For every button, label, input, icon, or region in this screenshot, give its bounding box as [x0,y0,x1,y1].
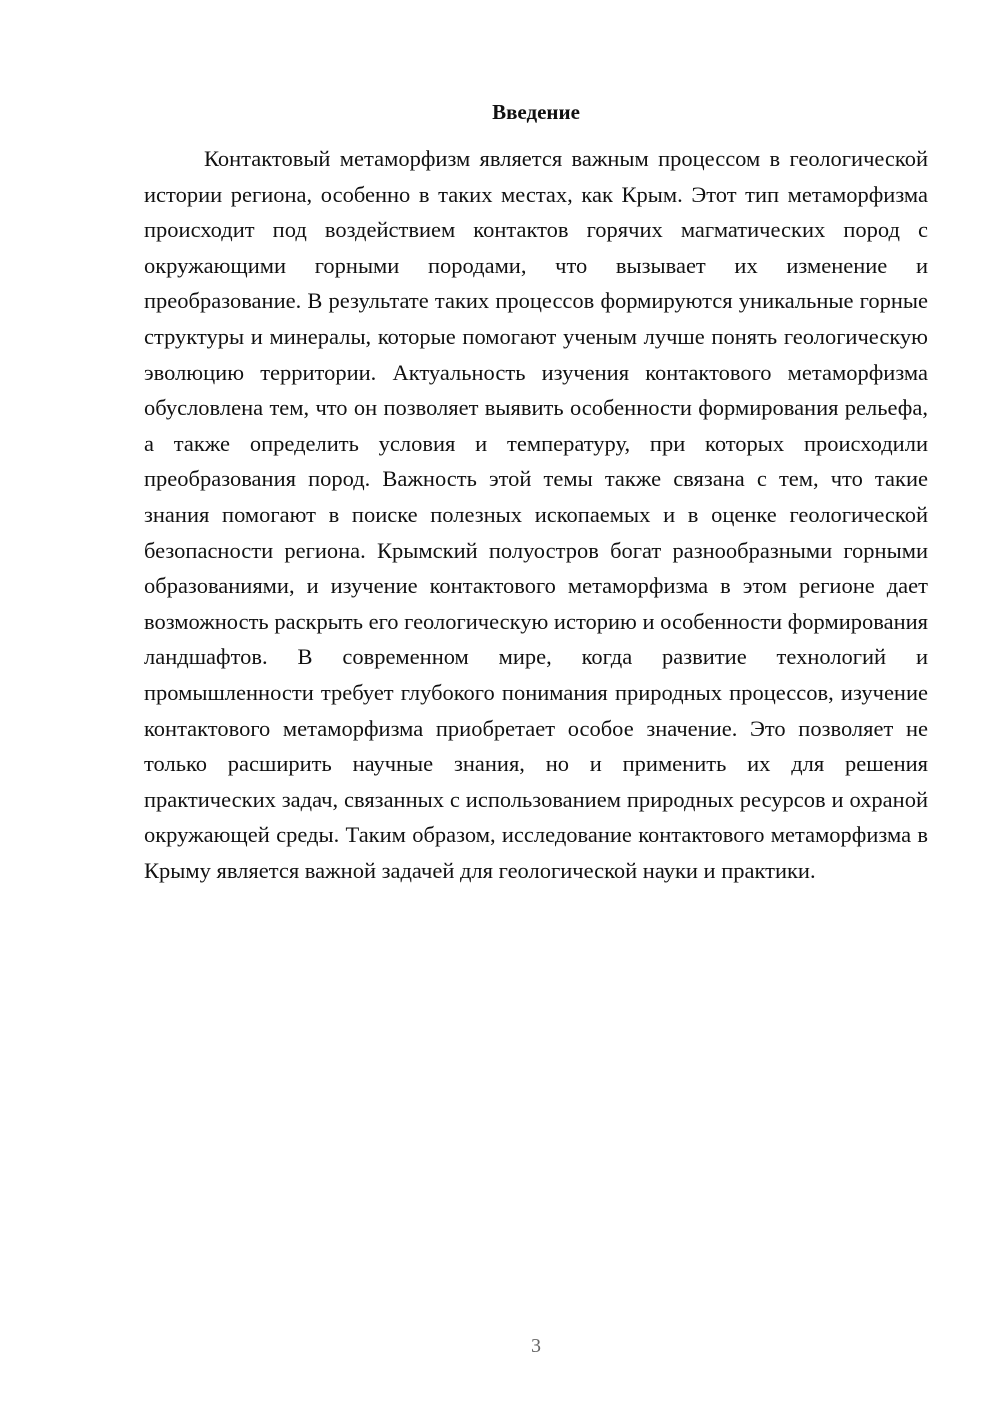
section-title: Введение [492,100,580,124]
body-paragraph: Контактовый метаморфизм является важным процессом в геологической истории региона, особенно в таких местах, как Крым. Этот тип метаморфизма происходит под воздействием контактов горячих магматических пород с окружающими горными породами, что вызывает их изменение и преобразование. В результате таких процессов формируются уникальные горные структуры и минералы, которые помогают ученым лучше понять геологическую эволюцию территории. Актуальность изучения контактового метаморфизма обусловлена тем, что он позволяет выявить особенности формирования рельефа, а также определить условия и температуру, при которых происходили преобразования пород. Важность этой темы также связана с тем, что такие знания помогают в поиске полезных ископаемых и в оценке геологической безопасности региона. Крымский полуостров богат разнообразными горными образованиями, и изучение контактового метаморфизма в этом регионе дает возможность раскрыть его геологическую историю и особенности формирования ландшафтов. В современном мире, когда развитие технологий и промышленности требует глубокого понимания природных процессов, изучение контактового метаморфизма приобретает особое значение. Это позволяет не только расширить научные знания, но и применить их для решения практических задач, связанных с использованием природных ресурсов и охраной окружающей среды. Таким образом, исследование контактового метаморфизма в Крыму является важной задачей для геологической науки и практики. [144,146,928,883]
page-number: 3 [531,1335,541,1357]
